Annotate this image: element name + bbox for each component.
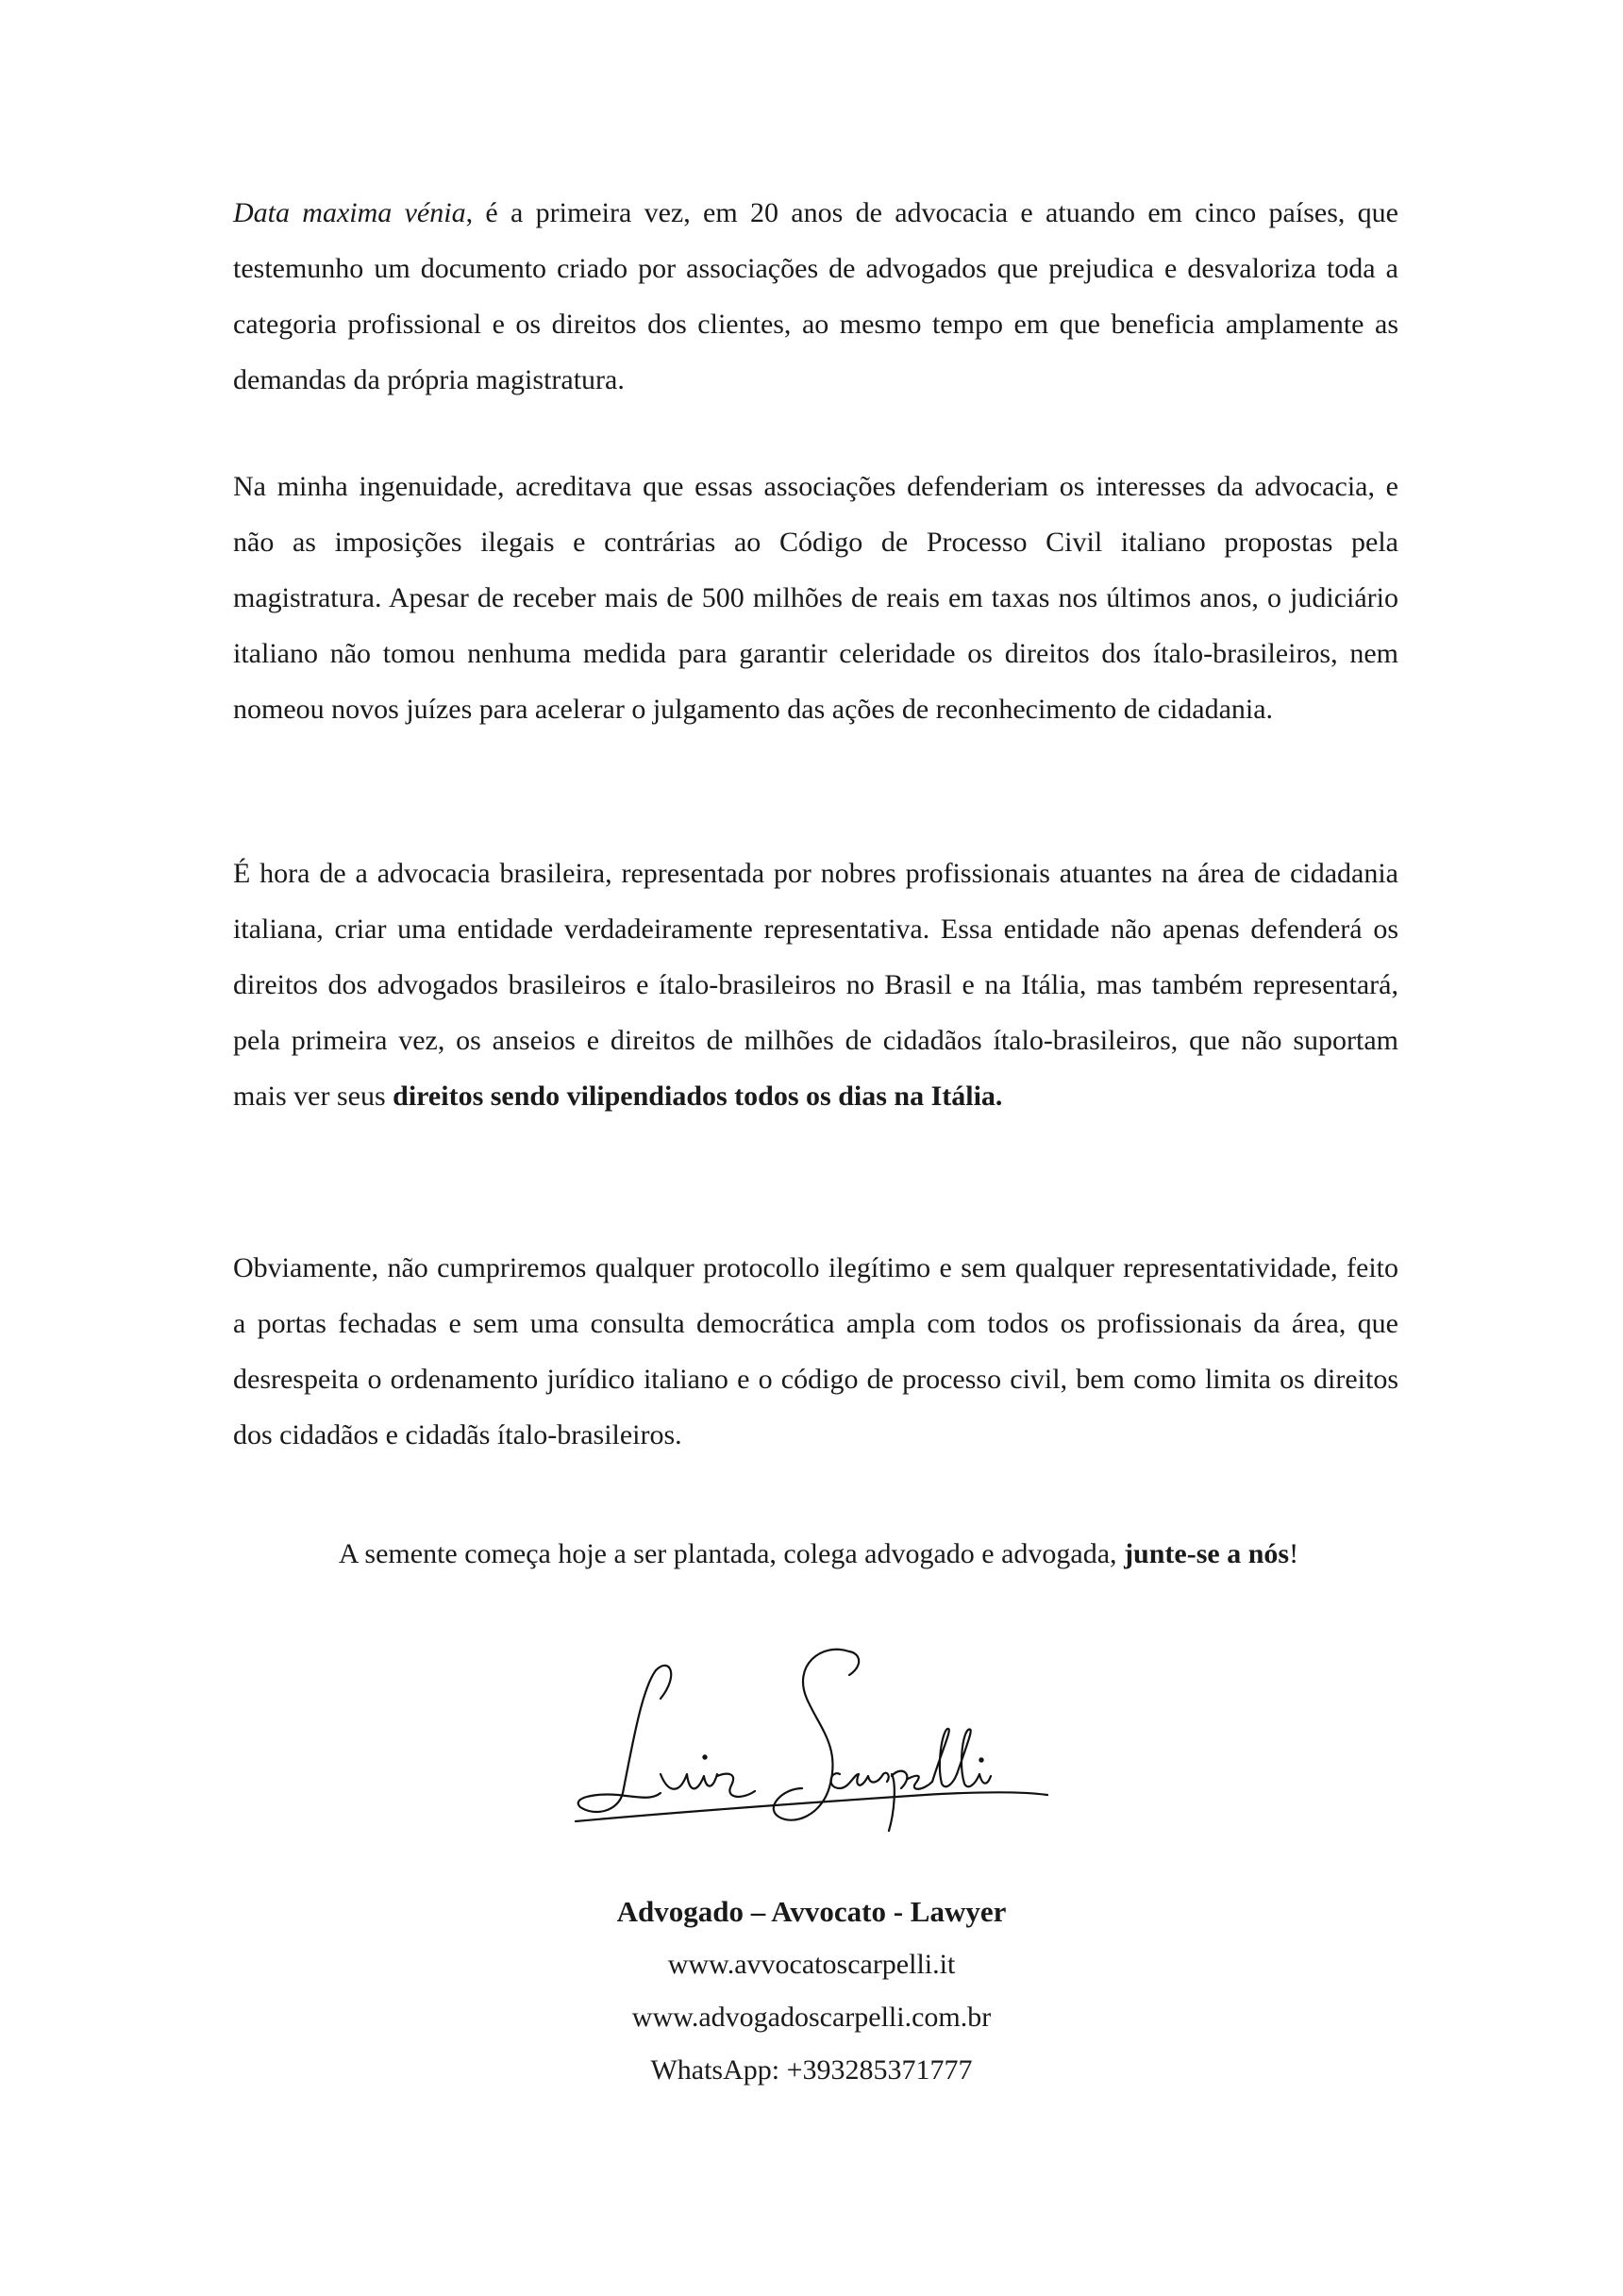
paragraph-1 [233, 185, 1398, 408]
signature-block [0, 1885, 1623, 2097]
website-it-link[interactable]: www.avvocatoscarpelli.it [667, 1949, 956, 1980]
handwritten-signature [566, 1633, 1057, 1859]
closing-body: A semente começa hoje a ser plantada, colega advogado e advogada, [338, 1538, 1125, 1569]
closing-emphasis: junte-se a nós [1124, 1538, 1290, 1569]
paragraph-1-lead: Data maxima vénia [233, 197, 466, 228]
paragraph-3 [233, 846, 1398, 1124]
paragraph-1-body: , é a primeira vez, em 20 anos de advocacia e atuando em cinco países, que testemunho um documento criado por associações de advogados que prejudica e desvaloriza toda a categoria profissional e os direitos dos clientes, ao mesmo tempo em que beneficia amplamente as demandas da própria magistratura. [233, 197, 1398, 395]
signature-title: Advogado – Avvocato - Lawyer [616, 1895, 1007, 1928]
paragraph-3-emphasis: direitos sendo vilipendiados todos os dias na Itália. [393, 1081, 1003, 1112]
website-br-link[interactable]: www.advogadoscarpelli.com.br [631, 2002, 992, 2033]
paragraph-4: Obviamente, não cumpriremos qualquer protocollo ilegítimo e sem qualquer representatividade, feito a portas fechadas e sem uma consulta democrática ampla com todos os profissionais da área, que desrespeita o ordenamento jurídico italiano e o código de processo civil, bem como limita os direitos dos cidadãos e cidadãs ítalo-brasileiros. [233, 1252, 1398, 1450]
paragraph-3-body: É hora de a advocacia brasileira, representada por nobres profissionais atuantes na área de cidadania italiana, criar uma entidade verdadeiramente representativa. Essa entidade não apenas defenderá os direitos dos advogados brasileiros e ítalo-brasileiros no Brasil e na Itália, mas também representará, pela primeira vez, os anseios e direitos de milhões de cidadãos ítalo-brasileiros, que não suportam mais ver seus [233, 858, 1398, 1112]
whatsapp-contact[interactable]: WhatsApp: +393285371777 [650, 2054, 973, 2086]
closing-line [0, 1526, 1623, 1582]
paragraph-2: Na minha ingenuidade, acreditava que essas associações defenderiam os interesses da advocacia, e não as imposições ilegais e contrárias ao Código de Processo Civil italiano propostas pela magistratura. Apesar de receber mais de 500 milhões de reais em taxas nos últimos anos, o judiciário italiano não tomou nenhuma medida para garantir celeridade os direitos dos ítalo-brasileiros, nem nomeou novos juízes para acelerar o julgamento das ações de reconhecimento de cidadania. [233, 471, 1398, 725]
closing-end: ! [1289, 1538, 1299, 1569]
